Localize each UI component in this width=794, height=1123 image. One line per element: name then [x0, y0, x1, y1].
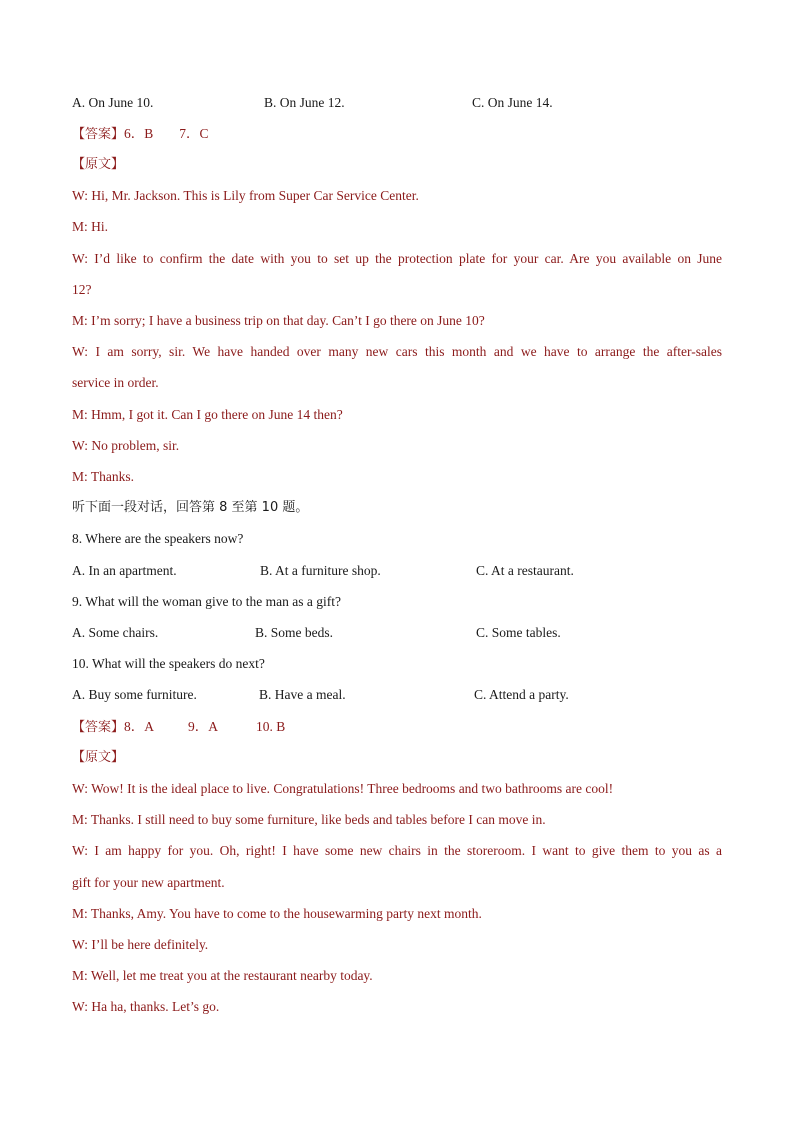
dialogue-line: M: I’m sorry; I have a business trip on that day. Can’t I go there on June 10? [72, 313, 485, 328]
option-a: A. Some chairs. [72, 625, 159, 640]
dialogue-line: M: Hi. [72, 219, 109, 234]
option-b: B. Have a meal. [259, 687, 346, 702]
q9-options [72, 624, 561, 642]
option-c: C. At a restaurant. [476, 563, 574, 578]
answer-8: 8．A [124, 719, 155, 734]
dialogue-line: W: No problem, sir. [72, 438, 180, 453]
dialogue-line: W: I’d like to confirm the date with you to set up the protection plate for your car. Are you available on June [72, 251, 722, 266]
dialogue-line: M: Well, let me treat you at the restaurant nearby today. [72, 968, 373, 983]
dialogue-line: W: I am sorry, sir. We have handed over many new cars this month and we have to arrange the after-sales [72, 344, 722, 359]
q7-options [72, 94, 553, 112]
q8-options [72, 562, 574, 580]
question-9: 9. What will the woman give to the man as a gift? [72, 594, 341, 609]
option-a: A. On June 10. [72, 95, 154, 110]
option-c: C. Some tables. [476, 625, 561, 640]
dialogue-line: M: Thanks, Amy. You have to come to the housewarming party next month. [72, 906, 482, 921]
option-b: B. Some beds. [255, 625, 334, 640]
answer-line [72, 125, 209, 144]
option-b: B. On June 12. [264, 95, 345, 110]
dialogue-line: W: I’ll be here definitely. [72, 937, 209, 952]
dialogue-line: M: Hmm, I got it. Can I go there on June 14 then? [72, 407, 343, 422]
instruction: 听下面一段对话，回答第 8 至第 10 题。 [72, 500, 309, 515]
dialogue-line: W: Ha ha, thanks. Let’s go. [72, 999, 220, 1014]
option-c: C. On June 14. [472, 95, 553, 110]
option-a: A. Buy some furniture. [72, 687, 197, 702]
dialogue-line: W: Wow! It is the ideal place to live. Congratulations! Three bedrooms and two bathrooms are cool! [72, 781, 614, 796]
answer-label: 【答案】 [72, 720, 125, 735]
q10-options [72, 686, 569, 704]
question-8: 8. Where are the speakers now? [72, 531, 244, 546]
dialogue-line: service in order. [72, 375, 159, 390]
option-b: B. At a furniture shop. [260, 563, 381, 578]
transcript-label: 【原文】 [72, 750, 125, 765]
transcript-label: 【原文】 [72, 157, 125, 172]
dialogue-line: W: I am happy for you. Oh, right! I have some new chairs in the storeroom. I want to give them to you as a [72, 843, 722, 858]
dialogue-line: gift for your new apartment. [72, 875, 225, 890]
dialogue-line: M: Thanks. I still need to buy some furniture, like beds and tables before I can move in. [72, 812, 546, 827]
answer-10: 10. B [256, 719, 286, 734]
answer-line [72, 718, 285, 737]
answer-label: 【答案】 [72, 127, 125, 142]
dialogue-line: M: Thanks. [72, 469, 135, 484]
dialogue-line: W: Hi, Mr. Jackson. This is Lily from Super Car Service Center. [72, 188, 419, 203]
dialogue-line: 12? [72, 282, 92, 297]
option-c: C. Attend a party. [474, 687, 569, 702]
answer-6: 6．B [124, 126, 154, 141]
option-a: A. In an apartment. [72, 563, 177, 578]
answer-9: 9．A [188, 719, 219, 734]
answer-7: 7．C [179, 126, 209, 141]
question-10: 10. What will the speakers do next? [72, 656, 265, 671]
